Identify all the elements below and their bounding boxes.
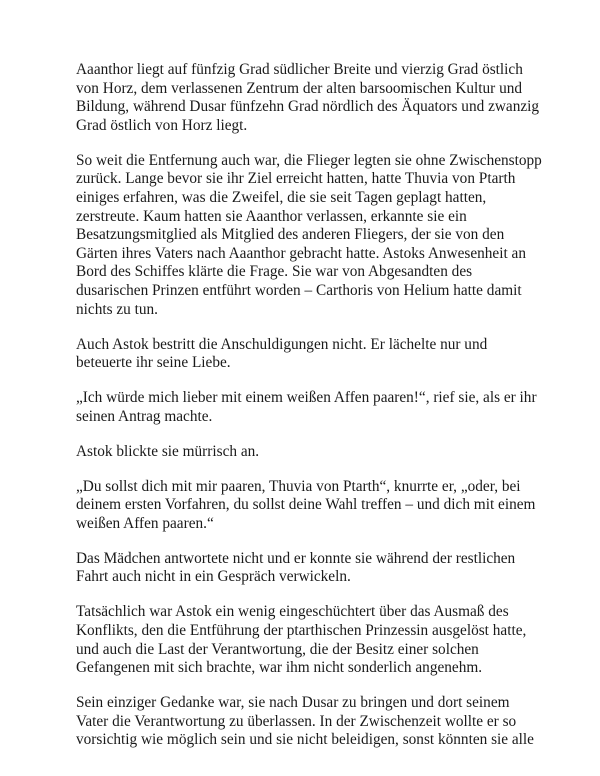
paragraph <box>76 443 536 462</box>
paragraph <box>76 694 536 750</box>
text-line: Astok blickte sie mürrisch an. <box>76 442 260 460</box>
text-line: zurück. Lange bevor sie ihr Ziel erreicht hatten, hatte Thuvia von Ptarth <box>76 170 516 188</box>
text-line: einiges erfahren, was die Zweifel, die sie seit Tagen geplagt hatten, <box>76 188 487 206</box>
paragraph <box>76 336 536 373</box>
text-line: Tatsächlich war Astok ein wenig eingeschüchtert über das Ausmaß des <box>76 603 509 621</box>
text-line: Aaanthor liegt auf fünfzig Grad südlicher Breite und vierzig Grad östlich <box>76 61 523 78</box>
text-line: Vater die Verantwortung zu überlassen. In der Zwischenzeit wollte er so <box>76 712 517 730</box>
text-line: zerstreute. Kaum hatten sie Aaanthor verlassen, erkannte sie ein <box>76 207 467 225</box>
text-line: weißen Affen paaren.“ <box>76 514 214 532</box>
text-line: Konflikts, den die Entführung der ptarthischen Prinzessin ausgelöst hatte, <box>76 621 527 639</box>
text-line: dusarischen Prinzen entführt worden – Carthoris von Helium hatte damit <box>76 281 522 299</box>
text-line: von Horz, dem verlassenen Zentrum der alten barsoomischen Kultur und <box>76 79 523 97</box>
text-line: Das Mädchen antwortete nicht und er konnte sie während der restlichen <box>76 549 516 567</box>
text-line: seinen Antrag machte. <box>76 407 213 425</box>
text-line: So weit die Entfernung auch war, die Flieger legten sie ohne Zwischenstopp <box>76 151 542 169</box>
paragraph <box>76 603 536 677</box>
paragraph <box>76 478 536 534</box>
text-line: und auch die Last der Verantwortung, die der Besitz einer solchen <box>76 640 479 658</box>
text-line: Fahrt auch nicht in ein Gespräch verwickeln. <box>76 568 351 586</box>
text-line: vorsichtig wie möglich sein und sie nicht beleidigen, sonst könnten sie alle <box>76 731 534 749</box>
document-page <box>76 61 542 766</box>
text-line: Besatzungsmitglied als Mitglied des anderen Fliegers, der sie von den <box>76 226 505 244</box>
text-line: deinem ersten Vorfahren, du sollst deine Wahl treffen – und dich mit einem <box>76 496 536 514</box>
paragraph <box>76 389 536 426</box>
text-line: „Du sollst dich mit mir paaren, Thuvia von Ptarth“, knurrte er, „oder, bei <box>76 477 521 495</box>
text-line: Sein einziger Gedanke war, sie nach Dusar zu bringen und dort seinem <box>76 694 510 712</box>
text-line: Gärten ihres Vaters nach Aaanthor gebracht hatte. Astoks Anwesenheit an <box>76 244 526 262</box>
text-line: beteuerte ihr seine Liebe. <box>76 354 231 372</box>
text-line: Bildung, während Dusar fünfzehn Grad nördlich des Äquators und zwanzig <box>76 98 540 116</box>
text-line: Gefangenen mit sich brachte, war ihm nicht sonderlich angenehm. <box>76 659 483 677</box>
text-line: Grad östlich von Horz liegt. <box>76 116 248 134</box>
text-line: nichts zu tun. <box>76 300 158 318</box>
paragraph <box>76 151 542 319</box>
text-line: Auch Astok bestritt die Anschuldigungen nicht. Er lächelte nur und <box>76 335 488 353</box>
text-line: Bord des Schiffes klärte die Frage. Sie war von Abgesandten des <box>76 263 473 281</box>
paragraph <box>76 61 540 135</box>
paragraph <box>76 550 536 587</box>
text-line: „Ich würde mich lieber mit einem weißen Affen paaren!“, rief sie, als er ihr <box>76 389 537 407</box>
